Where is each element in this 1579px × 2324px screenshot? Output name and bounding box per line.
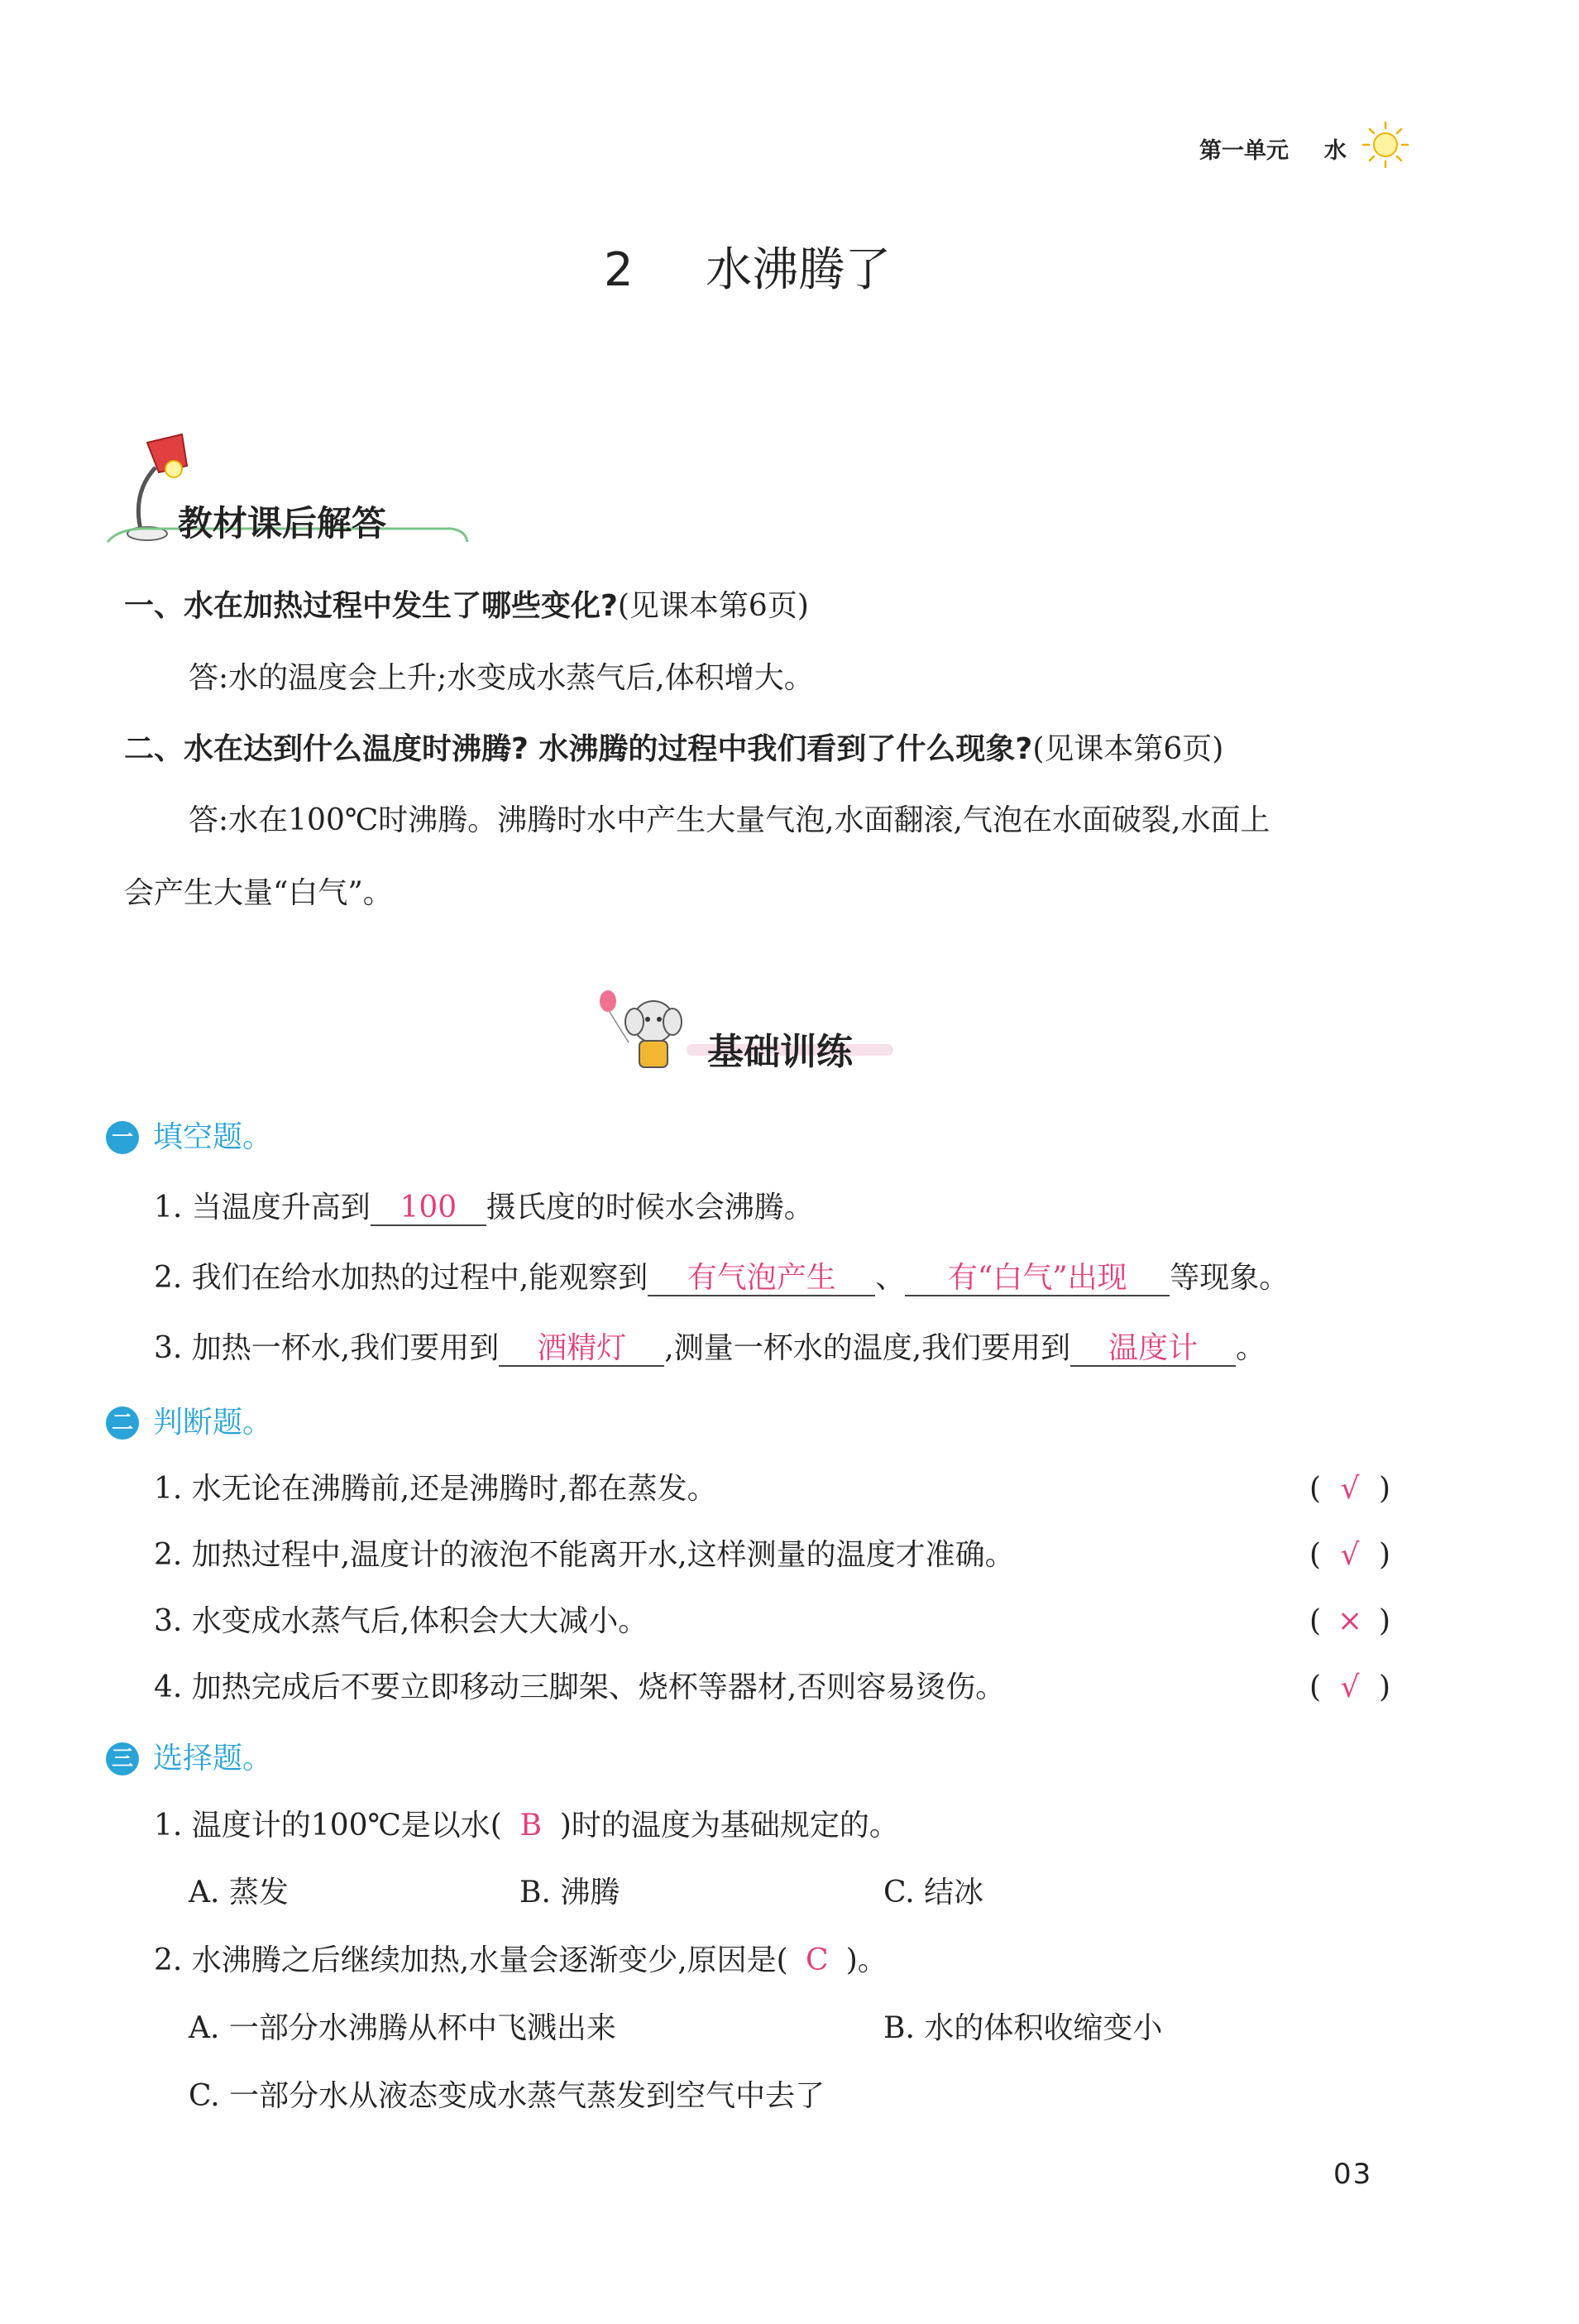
choice-q1-post: )时的温度为基础规定的。 — [559, 1809, 899, 1842]
sun-icon — [1352, 116, 1419, 174]
check-mark-icon: √ — [1340, 1670, 1360, 1704]
check-mark-icon: √ — [1340, 1472, 1360, 1506]
judge-section-title: 判断题。 — [153, 1406, 273, 1440]
choice-section-badge: 三 — [106, 1742, 139, 1775]
judge-answer-4: ( √ ) — [1309, 1670, 1391, 1704]
judge-item-2: 2. 加热过程中,温度计的液泡不能离开水,这样测量的温度才准确。 — [154, 1538, 1015, 1572]
fill-q1-answer: 100 — [371, 1191, 486, 1226]
fill-q3 — [154, 1332, 1266, 1367]
textbook-q2-prompt: 二、水在达到什么温度时沸腾? 水沸腾的过程中我们看到了什么现象? — [124, 732, 1033, 766]
lesson-title-text: 水沸腾了 — [706, 243, 892, 297]
judge-item-1: 1. 水无论在沸腾前,还是沸腾时,都在蒸发。 — [154, 1472, 717, 1506]
lesson-title — [604, 233, 891, 299]
unit-header — [1199, 132, 1347, 165]
fill-q3-answer2: 温度计 — [1070, 1332, 1236, 1367]
judge-answer-1: ( √ ) — [1309, 1472, 1391, 1506]
textbook-q2-ref: (见课本第6页) — [1032, 732, 1224, 766]
choice-q2-option-b: B. 水的体积收缩变小 — [883, 2011, 1163, 2045]
choice-q1-answer: B — [519, 1809, 543, 1842]
choice-q2 — [154, 1944, 888, 1977]
fill-q1 — [154, 1191, 814, 1226]
cross-mark-icon: × — [1337, 1604, 1363, 1638]
textbook-q1-prompt: 一、水在加热过程中发生了哪些变化? — [124, 589, 618, 623]
choice-q1-pre: 1. 温度计的100℃是以水( — [154, 1809, 502, 1842]
choice-q2-post: )。 — [845, 1943, 888, 1977]
fill-q2-answer1: 有气泡产生 — [648, 1262, 875, 1296]
choice-q2-pre: 2. 水沸腾之后继续加热,水量会逐渐变少,原因是( — [154, 1943, 788, 1977]
judge-item-3: 3. 水变成水蒸气后,体积会大大减小。 — [154, 1604, 648, 1638]
fill-q3-post: 。 — [1236, 1331, 1266, 1365]
textbook-q1-ref: (见课本第6页) — [617, 589, 809, 623]
textbook-q2-answer-line2: 会产生大量“白气”。 — [124, 876, 393, 910]
unit-label: 第一单元 — [1199, 138, 1289, 164]
choice-q2-option-c: C. 一部分水从液态变成水蒸气蒸发到空气中去了 — [189, 2079, 825, 2113]
judge-answer-3: ( × ) — [1309, 1604, 1391, 1638]
check-mark-icon: √ — [1340, 1538, 1360, 1572]
judge-item-4: 4. 加热完成后不要立即移动三脚架、烧杯等器材,否则容易烫伤。 — [154, 1670, 1006, 1704]
page-number: 03 — [1333, 2158, 1373, 2191]
section-title-training: 基础训练 — [707, 1031, 853, 1073]
fill-q2-answer2: 有“白气”出现 — [905, 1262, 1170, 1296]
textbook-q2 — [124, 733, 1223, 766]
choice-q1-option-c: C. 结冰 — [883, 1876, 984, 1910]
choice-section-title: 选择题。 — [153, 1742, 273, 1775]
choice-q1-option-b: B. 沸腾 — [519, 1876, 620, 1910]
fill-q2 — [154, 1262, 1289, 1296]
judge-answer-2: ( √ ) — [1309, 1538, 1391, 1572]
choice-q1 — [154, 1809, 899, 1842]
choice-q2-option-a: A. 一部分水沸腾从杯中飞溅出来 — [189, 2011, 616, 2045]
choice-q1-option-a: A. 蒸发 — [189, 1876, 289, 1910]
fill-q1-post: 摄氏度的时候水会沸腾。 — [486, 1191, 814, 1224]
fill-q3-answer1: 酒精灯 — [499, 1332, 664, 1367]
elephant-mascot-icon — [591, 985, 695, 1076]
fill-q2-post: 等现象。 — [1170, 1261, 1290, 1295]
fill-q2-pre: 2. 我们在给水加热的过程中,能观察到 — [154, 1261, 648, 1295]
fill-q3-pre: 3. 加热一杯水,我们要用到 — [154, 1331, 500, 1365]
unit-topic: 水 — [1323, 138, 1347, 164]
fill-q2-mid: 、 — [875, 1261, 906, 1295]
fill-section-badge: 一 — [106, 1121, 139, 1154]
textbook-q1-answer: 答:水的温度会上升;水变成水蒸气后,体积增大。 — [189, 661, 814, 695]
lesson-number: 2 — [604, 243, 634, 297]
fill-q1-pre: 1. 当温度升高到 — [154, 1191, 371, 1224]
textbook-q2-answer-line1: 答:水在100℃时沸腾。沸腾时水中产生大量气泡,水面翻滚,气泡在水面破裂,水面上 — [189, 803, 1270, 837]
section-title-textbook: 教材课后解答 — [178, 503, 387, 544]
textbook-q1 — [124, 590, 809, 623]
fill-section-title: 填空题。 — [153, 1120, 273, 1154]
fill-q3-mid: ,测量一杯水的温度,我们要用到 — [664, 1331, 1071, 1365]
judge-section-badge: 二 — [106, 1406, 139, 1440]
choice-q2-answer: C — [805, 1943, 829, 1977]
